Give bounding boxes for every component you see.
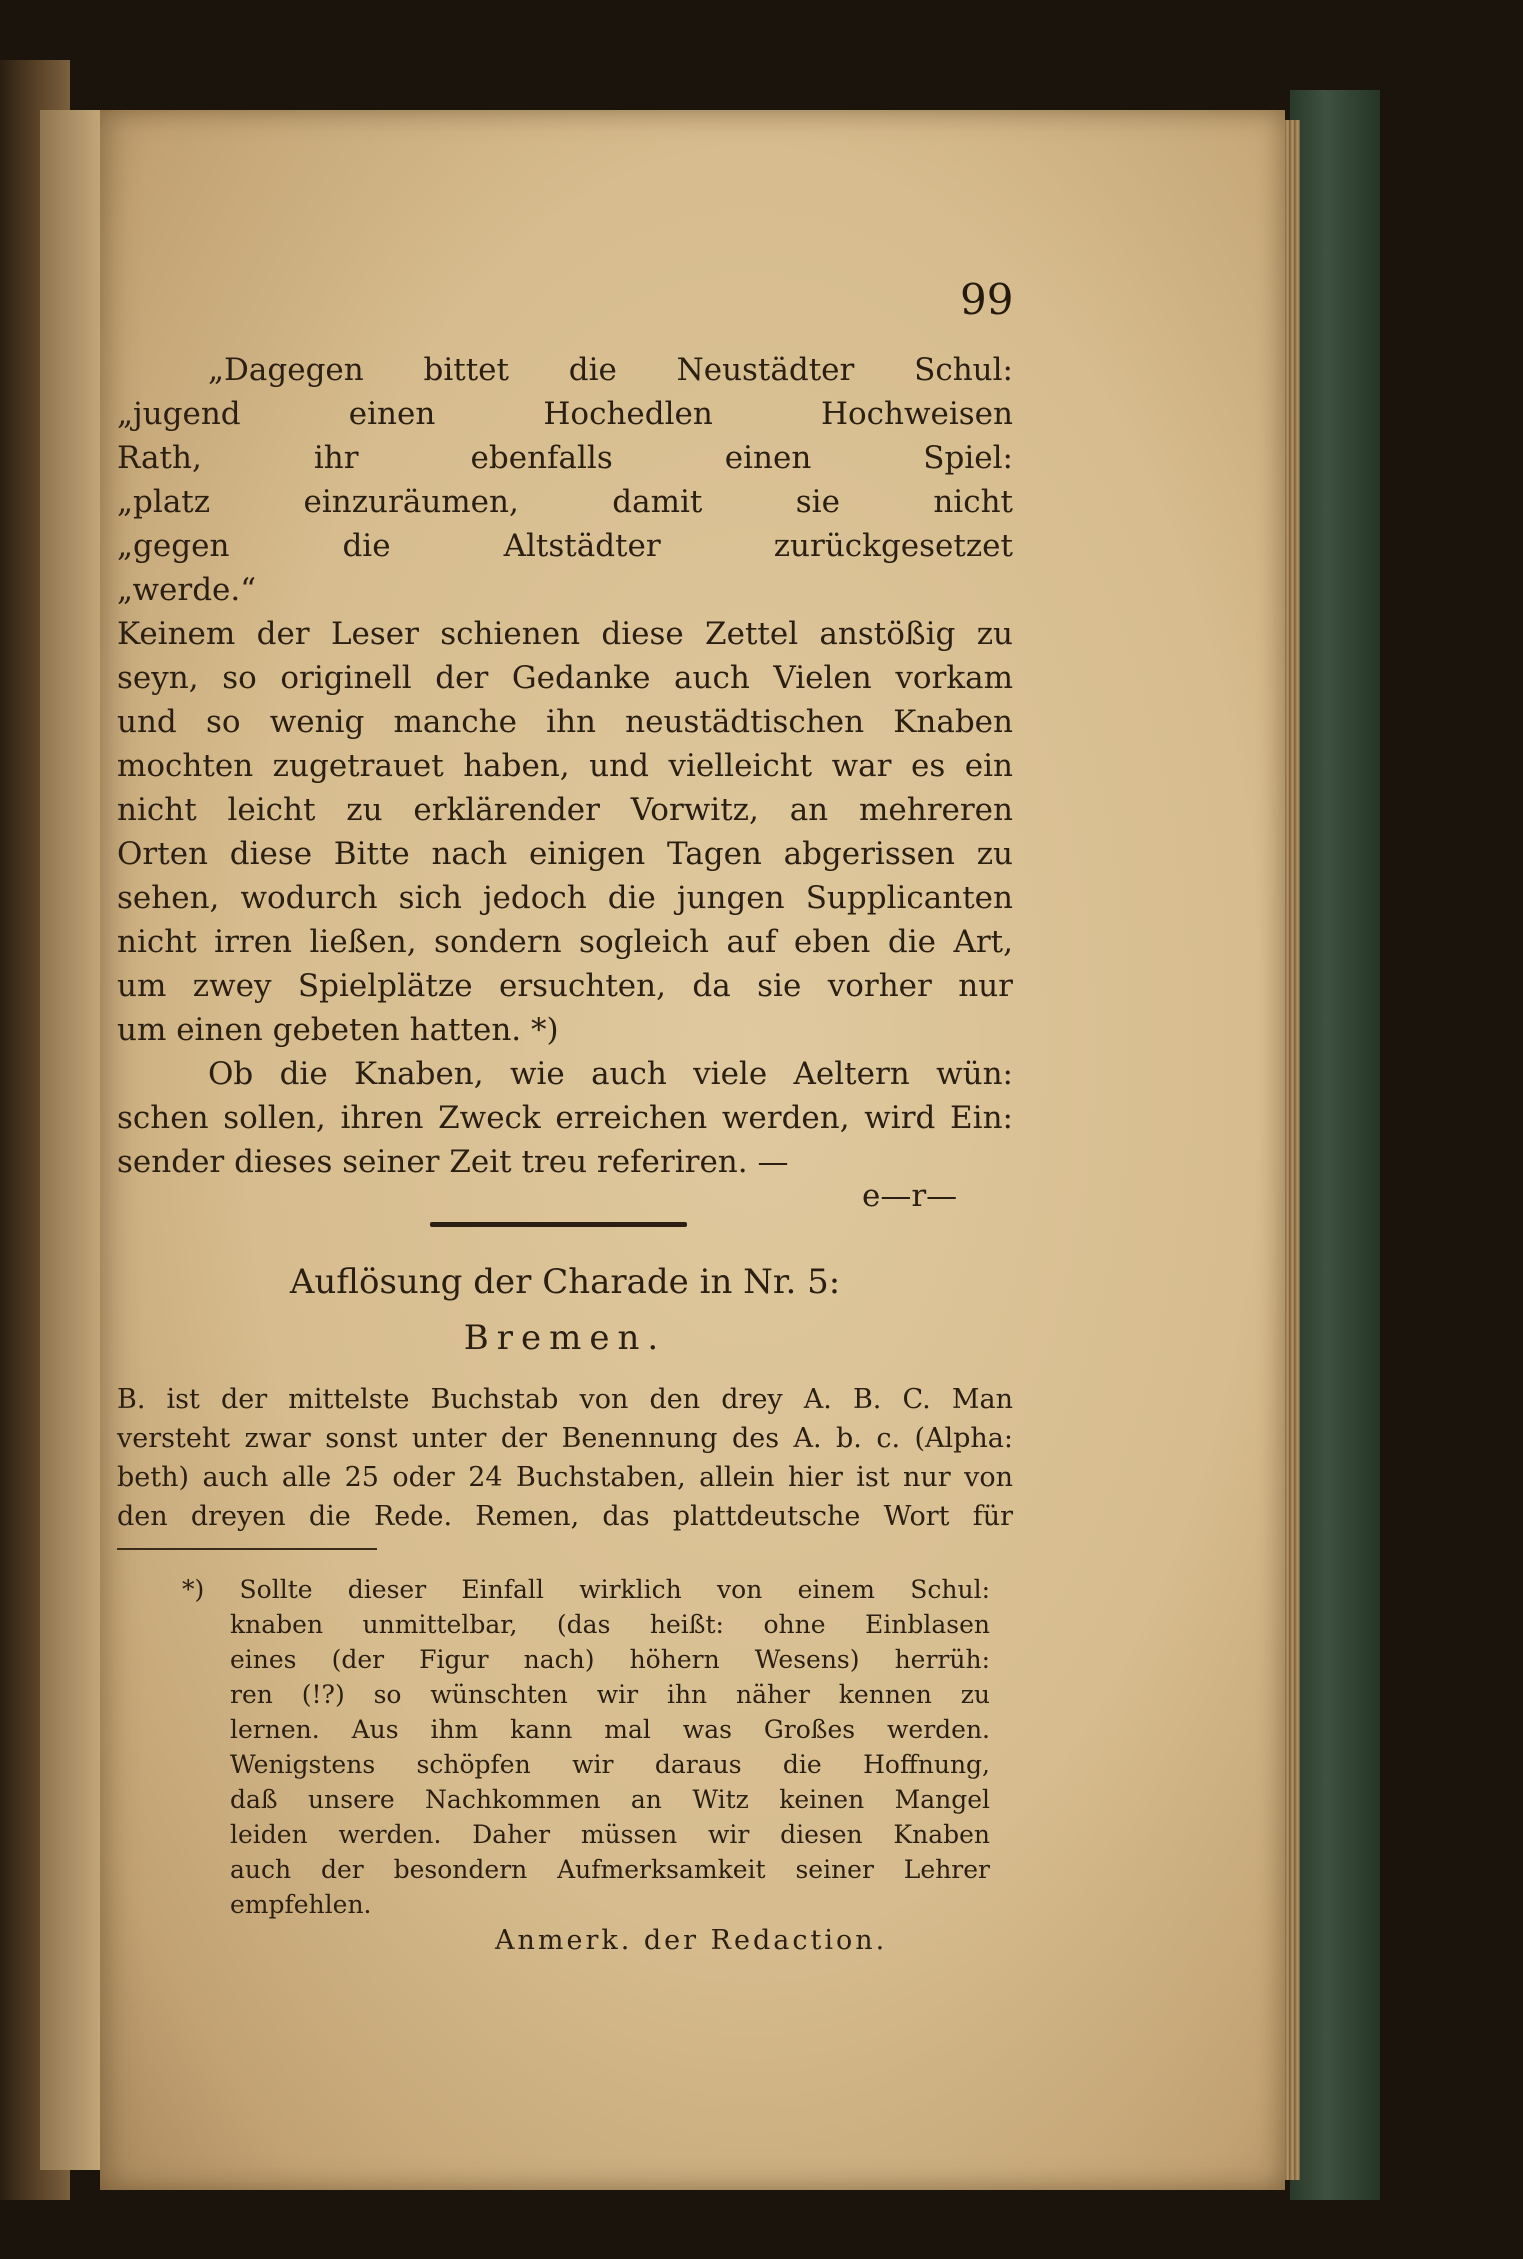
footnote-line: lernen. Aus ihm kann mal was Großes werden. [230, 1715, 990, 1744]
quote-line: „jugend einen Hochedlen Hochweisen [117, 396, 1013, 432]
body-line: nicht leicht zu erklärender Vorwitz, an mehreren [117, 792, 1013, 828]
footnote-signature: Anmerk. der Redaction. [495, 1925, 888, 1956]
footnote-line: empfehlen. [230, 1890, 372, 1919]
footnote-rule [117, 1548, 377, 1550]
quote-line: „werde.“ [117, 572, 257, 608]
quote-line: „gegen die Altstädter zurückgesetzet [117, 528, 1013, 564]
quote-line: „Dagegen bittet die Neustädter Schul: [208, 352, 1013, 388]
quote-line: „platz einzuräumen, damit sie nicht [117, 484, 1013, 520]
footnote-line: knaben unmittelbar, (das heißt: ohne Einblasen [230, 1610, 990, 1639]
footnote-line: *) Sollte dieser Einfall wirklich von einem Schul: [182, 1575, 990, 1604]
body-line: und so wenig manche ihn neustädtischen Knaben [117, 704, 1013, 740]
solution-line: versteht zwar sonst unter der Benennung des A. b. c. (Alpha: [117, 1423, 1013, 1454]
book-cover-edge [1290, 90, 1380, 2200]
footnote-line: Wenigstens schöpfen wir daraus die Hoffnung, [230, 1750, 990, 1779]
footnote-line: auch der besondern Aufmerksamkeit seiner Lehrer [230, 1855, 990, 1884]
page-number: 99 [960, 275, 1014, 324]
footnote-line: ren (!?) so wünschten wir ihn näher kennen zu [230, 1680, 990, 1709]
body-line: sender dieses seiner Zeit treu referiren. — [117, 1144, 789, 1180]
body-line: mochten zugetrauet haben, und vielleicht war es ein [117, 748, 1013, 784]
footnote-line: leiden werden. Daher müssen wir diesen Knaben [230, 1820, 990, 1849]
author-signature: e—r— [862, 1178, 958, 1214]
body-line: Keinem der Leser schienen diese Zettel anstößig zu [117, 616, 1013, 652]
body-line: Orten diese Bitte nach einigen Tagen abgerissen zu [117, 836, 1013, 872]
solution-line: den dreyen die Rede. Remen, das plattdeutsche Wort für [117, 1501, 1013, 1532]
charade-heading: Auflösung der Charade in Nr. 5: [289, 1262, 841, 1302]
footnote-line: daß unsere Nachkommen an Witz keinen Mangel [230, 1785, 990, 1814]
body-line: um zwey Spielplätze ersuchten, da sie vorher nur [117, 968, 1013, 1004]
quote-line: Rath, ihr ebenfalls einen Spiel: [117, 440, 1013, 476]
footnote-line: eines (der Figur nach) höhern Wesens) herrüh: [230, 1645, 990, 1674]
body-line: nicht irren ließen, sondern sogleich auf eben die Art, [117, 924, 1013, 960]
body-line: Ob die Knaben, wie auch viele Aeltern wün: [208, 1056, 1013, 1092]
body-line: seyn, so originell der Gedanke auch Vielen vorkam [117, 660, 1013, 696]
charade-answer: Bremen. [463, 1318, 667, 1358]
body-line: um einen gebeten hatten. *) [117, 1012, 559, 1048]
solution-line: B. ist der mittelste Buchstab von den drey A. B. C. Man [117, 1384, 1013, 1415]
body-line: sehen, wodurch sich jedoch die jungen Supplicanten [117, 880, 1013, 916]
body-line: schen sollen, ihren Zweck erreichen werden, wird Ein: [117, 1100, 1013, 1136]
solution-line: beth) auch alle 25 oder 24 Buchstaben, allein hier ist nur von [117, 1462, 1013, 1493]
section-divider [430, 1222, 687, 1227]
